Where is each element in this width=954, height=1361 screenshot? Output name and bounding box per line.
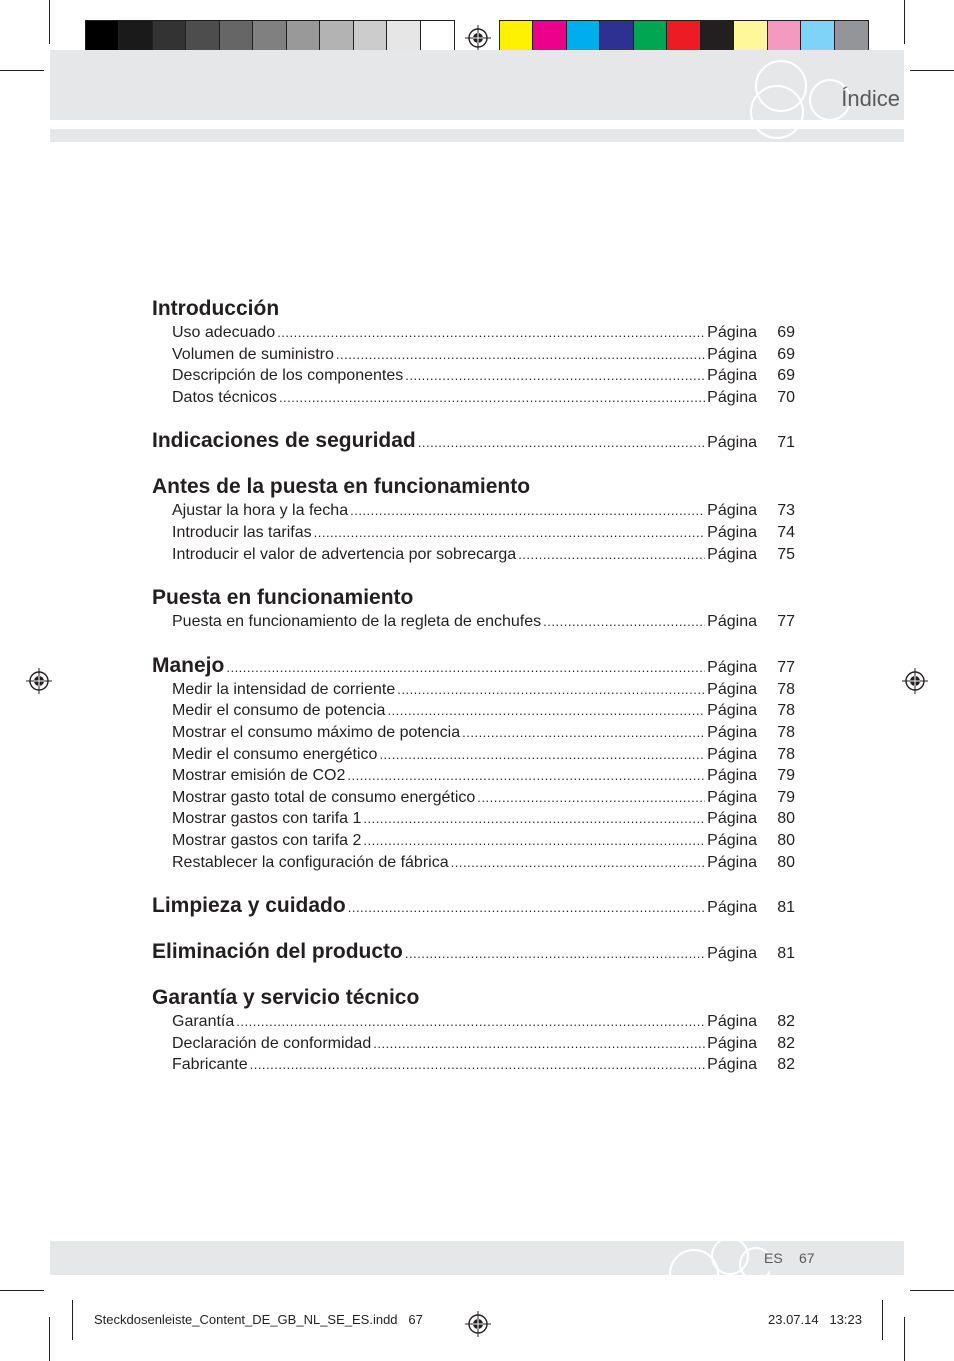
entry-list: [172, 500, 795, 565]
dot-leader: [379, 744, 705, 766]
entry-title: Fabricante: [172, 1056, 248, 1074]
dot-leader: [363, 808, 705, 830]
crop-mark: [904, 0, 905, 44]
crop-mark: [910, 70, 954, 71]
entry-title: Medir el consumo de potencia: [172, 702, 386, 720]
dot-leader: [250, 1054, 706, 1076]
footer-page-number: 67: [799, 1250, 815, 1266]
page-number: 77: [777, 613, 795, 631]
entry-list: [172, 679, 795, 873]
page-number: 81: [777, 899, 795, 917]
page-number: 81: [777, 945, 795, 963]
dot-leader: [350, 500, 705, 522]
page-label: Página: [707, 810, 757, 828]
decorative-circles-icon: [660, 1234, 770, 1278]
section-title: Introducción: [152, 297, 280, 320]
page-number: 78: [777, 745, 795, 763]
entry-title: Mostrar el consumo máximo de potencia: [172, 723, 461, 741]
page-label: Página: [707, 1034, 757, 1052]
section-heading: [152, 585, 795, 611]
entry-title: Ajustar la hora y la fecha: [172, 502, 349, 520]
list-item: [172, 387, 795, 409]
page-number: 79: [777, 767, 795, 785]
entry-title: Mostrar gasto total de consumo energético: [172, 788, 476, 806]
toc-section: [152, 474, 795, 565]
page-label: Página: [707, 1013, 757, 1031]
dot-leader: [373, 1033, 705, 1055]
entry-title: Datos técnicos: [172, 388, 277, 406]
dot-leader: [348, 895, 705, 921]
list-item: [172, 365, 795, 387]
section-heading: [152, 653, 795, 679]
page-number: 78: [777, 723, 795, 741]
list-item: [172, 1033, 795, 1055]
entry-title: Descripción de los componentes: [172, 367, 404, 385]
page-label: Página: [707, 613, 757, 631]
page-number: 74: [777, 523, 795, 541]
page-number: 69: [777, 367, 795, 385]
crop-mark: [882, 1300, 883, 1340]
page-label: Página: [707, 702, 757, 720]
list-item: [172, 1054, 795, 1076]
dot-leader: [236, 1011, 705, 1033]
dot-leader: [347, 765, 705, 787]
section-title: Indicaciones de seguridad: [152, 429, 416, 453]
section-title: Eliminación del producto: [152, 940, 403, 964]
crop-mark: [72, 1300, 73, 1340]
page-number: 71: [777, 434, 795, 452]
list-item: [172, 544, 795, 566]
registration-mark-icon: [902, 668, 928, 694]
list-item: [172, 808, 795, 830]
page-number: 69: [777, 324, 795, 341]
section-title: Manejo: [152, 653, 225, 677]
entry-title: Garantía: [172, 1013, 235, 1031]
entry-list: [172, 322, 795, 408]
list-item: [172, 787, 795, 809]
list-item: [172, 830, 795, 852]
list-item: [172, 611, 795, 633]
list-item: [172, 522, 795, 544]
section-title: Limpieza y cuidado: [152, 894, 346, 918]
page-label: Página: [707, 545, 757, 563]
toc-section: [152, 985, 795, 1076]
page-label: Página: [707, 388, 757, 406]
dot-leader: [405, 365, 705, 387]
page-label: Página: [707, 831, 757, 849]
page-label: Página: [707, 1056, 757, 1074]
page-label: Página: [707, 658, 757, 676]
entry-title: Introducir el valor de advertencia por sobrecarga: [172, 545, 517, 563]
page-label: Página: [707, 788, 757, 806]
entry-title: Puesta en funcionamiento de la regleta de enchufes: [172, 613, 542, 631]
section-title: Antes de la puesta en funcionamiento: [152, 475, 531, 499]
crop-mark: [0, 70, 44, 71]
toc-section: [152, 939, 795, 965]
page-number: 69: [777, 345, 795, 363]
list-item: [172, 500, 795, 522]
dot-leader: [418, 430, 705, 456]
section-heading: [152, 296, 795, 322]
entry-title: Mostrar emisión de CO2: [172, 767, 346, 785]
page-number: 82: [777, 1013, 795, 1031]
page-label: Página: [707, 680, 757, 698]
registration-mark-icon: [26, 668, 52, 694]
dot-leader: [397, 679, 705, 701]
list-item: [172, 679, 795, 701]
page-number: 80: [777, 853, 795, 871]
toc-section: [152, 585, 795, 633]
crop-mark: [49, 0, 50, 44]
list-item: [172, 744, 795, 766]
dot-leader: [543, 611, 705, 633]
slug-date: 23.07.14 13:23: [768, 1312, 862, 1327]
dot-leader: [226, 655, 705, 681]
crop-mark: [910, 1290, 954, 1291]
dot-leader: [451, 852, 706, 874]
entry-title: Uso adecuado: [172, 324, 276, 341]
list-item: [172, 852, 795, 874]
page-label: Página: [707, 324, 757, 341]
dot-leader: [477, 787, 705, 809]
list-item: [172, 322, 795, 344]
section-title: Garantía y servicio técnico: [152, 986, 420, 1010]
dot-leader: [363, 830, 705, 852]
section-title: Puesta en funcionamiento: [152, 586, 414, 610]
page-number: 80: [777, 831, 795, 849]
page-number: 79: [777, 788, 795, 806]
list-item: [172, 722, 795, 744]
page-label: Página: [707, 745, 757, 763]
entry-title: Medir la intensidad de corriente: [172, 680, 396, 698]
entry-title: Mostrar gastos con tarifa 1: [172, 810, 362, 828]
page-number: 75: [777, 545, 795, 563]
page-label: Página: [707, 523, 757, 541]
page-label: Página: [707, 502, 757, 520]
toc-section: [152, 296, 795, 408]
footer-language: ES: [764, 1250, 783, 1266]
entry-title: Introducir las tarifas: [172, 523, 312, 541]
section-heading: [152, 939, 795, 965]
section-heading: [152, 428, 795, 454]
toc-section: [152, 653, 795, 873]
entry-list: [172, 611, 795, 633]
slug-filename: Steckdosenleiste_Content_DE_GB_NL_SE_ES.indd 67: [94, 1312, 423, 1327]
page-number: 82: [777, 1056, 795, 1074]
page-label: Página: [707, 945, 757, 963]
crop-mark: [0, 1290, 44, 1291]
page-label: Página: [707, 345, 757, 363]
list-item: [172, 765, 795, 787]
page-number: 70: [777, 388, 795, 406]
entry-title: Volumen de suministro: [172, 345, 334, 363]
table-of-contents: [152, 296, 795, 1076]
dot-leader: [405, 941, 705, 967]
page-label: Página: [707, 767, 757, 785]
entry-title: Medir el consumo energético: [172, 745, 378, 763]
section-heading: [152, 474, 795, 500]
page-label: Página: [707, 723, 757, 741]
entry-list: [172, 1011, 795, 1076]
page-number: 78: [777, 702, 795, 720]
toc-section: [152, 893, 795, 919]
entry-title: Restablecer la configuración de fábrica: [172, 853, 449, 871]
page-label: Página: [707, 434, 757, 452]
dot-leader: [336, 344, 705, 366]
dot-leader: [518, 544, 705, 566]
page-title: Índice: [841, 86, 900, 111]
page-number: 77: [777, 658, 795, 676]
page-number: 78: [777, 680, 795, 698]
page-number: 82: [777, 1034, 795, 1052]
crop-mark: [904, 1317, 905, 1361]
dot-leader: [277, 322, 705, 344]
page-label: Página: [707, 367, 757, 385]
section-heading: [152, 985, 795, 1011]
list-item: [172, 700, 795, 722]
entry-title: Declaración de conformidad: [172, 1034, 372, 1052]
dot-leader: [462, 722, 705, 744]
page-number: 73: [777, 502, 795, 520]
toc-section: [152, 428, 795, 454]
page-label: Página: [707, 853, 757, 871]
registration-mark-icon: [465, 1311, 491, 1337]
section-heading: [152, 893, 795, 919]
list-item: [172, 1011, 795, 1033]
dot-leader: [314, 522, 706, 544]
registration-mark-icon: [465, 25, 491, 51]
page-number: 80: [777, 810, 795, 828]
dot-leader: [279, 387, 705, 409]
dot-leader: [387, 700, 705, 722]
page-label: Página: [707, 899, 757, 917]
crop-mark: [49, 1317, 50, 1361]
list-item: [172, 344, 795, 366]
entry-title: Mostrar gastos con tarifa 2: [172, 831, 362, 849]
